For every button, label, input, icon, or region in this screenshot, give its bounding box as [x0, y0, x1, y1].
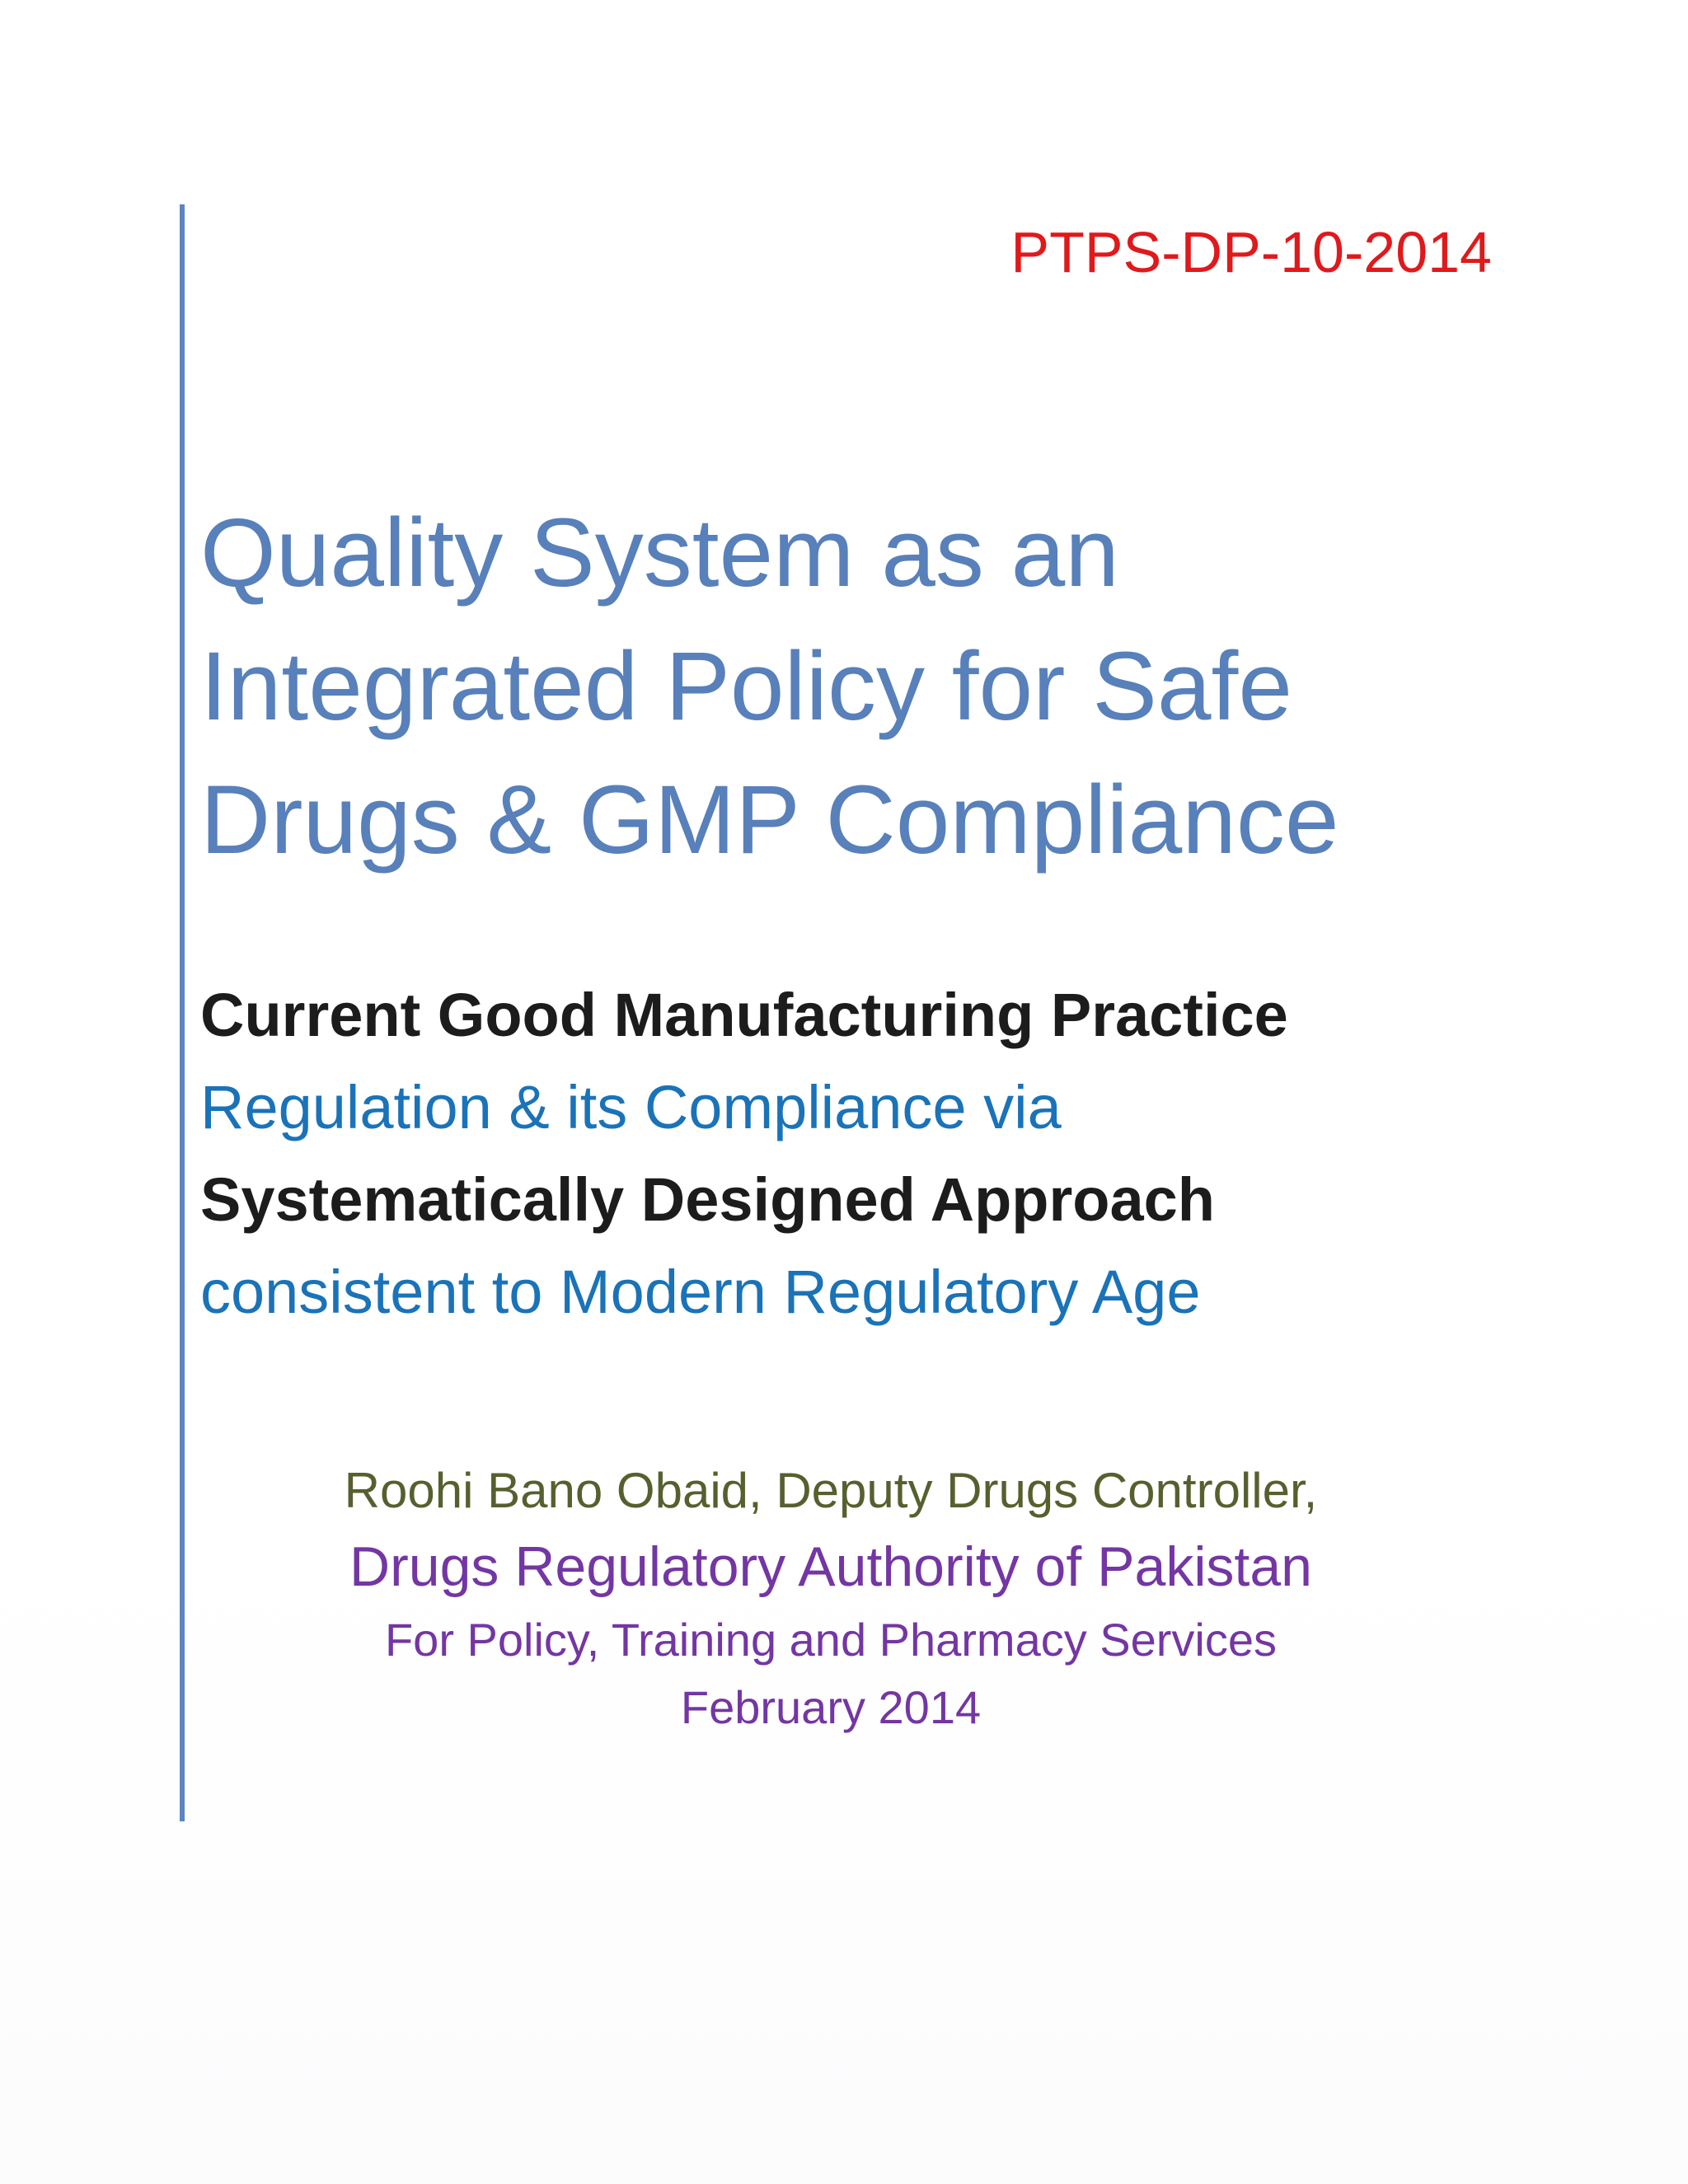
subtitle-line-4: consistent to Modern Regulatory Age: [200, 1258, 1201, 1326]
author-organization: Drugs Regulatory Authority of Pakistan: [349, 1535, 1312, 1598]
subtitle-line-1: Current Good Manufacturing Practice: [200, 981, 1288, 1049]
author-name: Roohi Bano Obaid, Deputy Drugs Controller,: [344, 1463, 1318, 1518]
title-line-2: Integrated Policy for Safe: [200, 632, 1292, 741]
author-block: [200, 1455, 1461, 1742]
subtitle-line-3: Systematically Designed Approach: [200, 1165, 1216, 1234]
title-line-3: Drugs & GMP Compliance: [200, 766, 1339, 874]
title-line-1: Quality System as an: [200, 499, 1119, 607]
document-code: PTPS-DP-10-2014: [1010, 220, 1492, 284]
publication-date: February 2014: [680, 1681, 982, 1733]
document-subtitle: [200, 969, 1519, 1338]
subtitle-line-2: Regulation & its Compliance via: [200, 1073, 1062, 1141]
left-accent-rule: [180, 204, 185, 1821]
author-department: For Policy, Training and Pharmacy Services: [384, 1614, 1278, 1666]
document-title: [200, 486, 1486, 887]
